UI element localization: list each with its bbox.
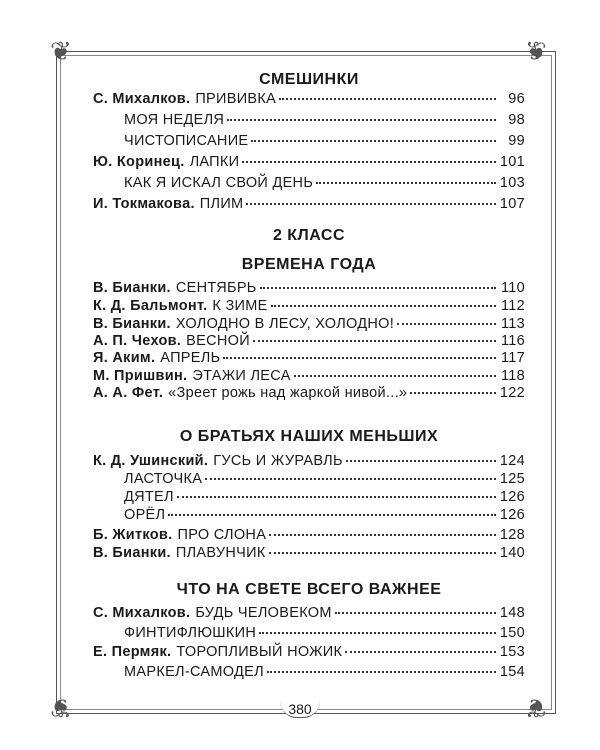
toc-entry[interactable]	[93, 385, 525, 401]
entry-page: 150	[499, 625, 525, 641]
entry-author: И. Токмакова.	[93, 196, 195, 212]
entry-page: 110	[500, 280, 525, 296]
entry-title: ОРЁЛ	[124, 507, 166, 523]
entry-author: Я. Аким.	[93, 350, 156, 366]
entry-title: ФИНТИФЛЮШКИН	[124, 625, 257, 641]
corner-ornament-icon: ❦	[525, 36, 547, 66]
dot-leader	[279, 98, 496, 100]
entry-page: 107	[499, 196, 525, 212]
toc-entry[interactable]	[93, 644, 525, 660]
corner-ornament-icon: ❦	[525, 693, 547, 723]
toc-entry[interactable]	[93, 133, 525, 149]
dot-leader	[242, 161, 496, 163]
entry-title: К ЗИМЕ	[212, 298, 268, 314]
dot-leader	[269, 534, 496, 536]
section-heading: ВРЕМЕНА ГОДА	[241, 256, 377, 273]
dot-leader	[177, 496, 496, 498]
dot-leader	[168, 514, 496, 516]
entry-page: 117	[500, 350, 525, 366]
corner-ornament-icon: ❦	[50, 693, 72, 723]
toc-entry[interactable]	[93, 175, 525, 191]
dot-leader	[269, 552, 496, 554]
entry-title: ПЛАВУНЧИК	[175, 545, 266, 561]
entry-page: 112	[500, 298, 525, 314]
entry-author: А. А. Фет.	[93, 385, 164, 401]
toc-entry[interactable]	[93, 154, 525, 170]
corner-ornament-icon: ❦	[50, 36, 72, 66]
entry-author: В. Бианки.	[93, 316, 171, 332]
entry-author: Ю. Коринец.	[93, 154, 185, 170]
dot-leader	[397, 323, 496, 325]
toc-entry[interactable]	[93, 112, 525, 128]
grade-heading: 2 КЛАСС	[272, 227, 346, 244]
entry-author: В. Бианки.	[93, 280, 171, 296]
dot-leader	[267, 671, 496, 673]
entry-title: МОЯ НЕДЕЛЯ	[124, 112, 225, 128]
dot-leader	[259, 632, 496, 634]
toc-entry[interactable]	[93, 625, 525, 641]
entry-page: 128	[499, 527, 525, 543]
entry-page: 99	[508, 133, 525, 149]
dot-leader	[345, 651, 496, 653]
page-number: 380	[280, 701, 320, 718]
entry-page: 103	[499, 175, 525, 191]
toc-entry[interactable]	[93, 333, 525, 349]
dot-leader	[246, 203, 496, 205]
entry-title: ПРО СЛОНА	[177, 527, 267, 543]
entry-title: БУДЬ ЧЕЛОВЕКОМ	[195, 605, 332, 621]
toc-entry[interactable]	[93, 298, 525, 314]
entry-title: ЭТАЖИ ЛЕСА	[192, 368, 291, 384]
dot-leader	[253, 340, 496, 342]
entry-page: 124	[499, 453, 525, 469]
dot-leader	[335, 612, 496, 614]
dot-leader	[251, 140, 496, 142]
entry-title: ЛАСТОЧКА	[124, 471, 203, 487]
toc-entry[interactable]	[93, 453, 525, 469]
entry-author: С. Михалков.	[93, 91, 191, 107]
entry-title: ПРИВИВКА	[195, 91, 277, 107]
dot-leader	[410, 392, 496, 394]
entry-page: 122	[499, 385, 525, 401]
toc-entry[interactable]	[93, 527, 525, 543]
entry-title: ЛАПКИ	[189, 154, 240, 170]
entry-page: 113	[500, 316, 525, 332]
entry-author: А. П. Чехов.	[93, 333, 182, 349]
entry-title: ТОРОПЛИВЫЙ НОЖИК	[176, 644, 343, 660]
entry-author: М. Пришвин.	[93, 368, 188, 384]
entry-title: «Зреет рожь над жаркой нивой...»	[168, 385, 408, 401]
toc-entry[interactable]	[93, 91, 525, 107]
entry-author: С. Михалков.	[93, 605, 191, 621]
section-heading: СМЕШИНКИ	[259, 71, 359, 88]
entry-page: 118	[500, 368, 525, 384]
entry-author: К. Д. Бальмонт.	[93, 298, 208, 314]
entry-page: 101	[499, 154, 525, 170]
entry-page: 148	[499, 605, 525, 621]
entry-title: ХОЛОДНО В ЛЕСУ, ХОЛОДНО!	[175, 316, 395, 332]
toc-entry[interactable]	[93, 316, 525, 332]
toc-entry[interactable]	[93, 664, 525, 680]
entry-author: К. Д. Ушинский.	[93, 453, 209, 469]
entry-title: СЕНТЯБРЬ	[175, 280, 257, 296]
entry-author: Е. Пермяк.	[93, 644, 172, 660]
toc-entry[interactable]	[93, 605, 525, 621]
entry-title: АПРЕЛЬ	[160, 350, 221, 366]
dot-leader	[316, 182, 496, 184]
entry-title: ПЛИМ	[199, 196, 244, 212]
dot-leader	[227, 119, 496, 121]
entry-author: В. Бианки.	[93, 545, 171, 561]
dot-leader	[271, 305, 496, 307]
dot-leader	[205, 478, 496, 480]
entry-title: ВЕСНОЙ	[186, 333, 250, 349]
toc-entry[interactable]	[93, 545, 525, 561]
toc-entry[interactable]	[93, 350, 525, 366]
toc-entry[interactable]	[93, 196, 525, 212]
entry-title: ДЯТЕЛ	[124, 489, 174, 505]
dot-leader	[223, 357, 496, 359]
toc-entry[interactable]	[93, 368, 525, 384]
entry-page: 125	[499, 471, 525, 487]
dot-leader	[260, 287, 496, 289]
entry-page: 116	[500, 333, 525, 349]
entry-page: 154	[499, 664, 525, 680]
entry-title: МАРКЕЛ-САМОДЕЛ	[124, 664, 264, 680]
entry-page: 96	[508, 91, 525, 107]
entry-page: 126	[499, 489, 525, 505]
toc-entry[interactable]	[93, 471, 525, 487]
entry-page: 140	[499, 545, 525, 561]
toc-entry[interactable]	[93, 280, 525, 296]
entry-title: ГУСЬ И ЖУРАВЛЬ	[213, 453, 343, 469]
section-heading: О БРАТЬЯХ НАШИХ МЕНЬШИХ	[179, 428, 439, 445]
entry-title: КАК Я ИСКАЛ СВОЙ ДЕНЬ	[124, 175, 314, 191]
section-heading: ЧТО НА СВЕТЕ ВСЕГО ВАЖНЕЕ	[176, 581, 442, 598]
dot-leader	[346, 460, 496, 462]
entry-page: 153	[499, 644, 525, 660]
toc-entry[interactable]	[93, 489, 525, 505]
toc-entry[interactable]	[93, 507, 525, 523]
dot-leader	[294, 375, 496, 377]
entry-page: 98	[508, 112, 525, 128]
entry-page: 126	[499, 507, 525, 523]
entry-author: Б. Житков.	[93, 527, 173, 543]
entry-title: ЧИСТОПИСАНИЕ	[124, 133, 249, 149]
